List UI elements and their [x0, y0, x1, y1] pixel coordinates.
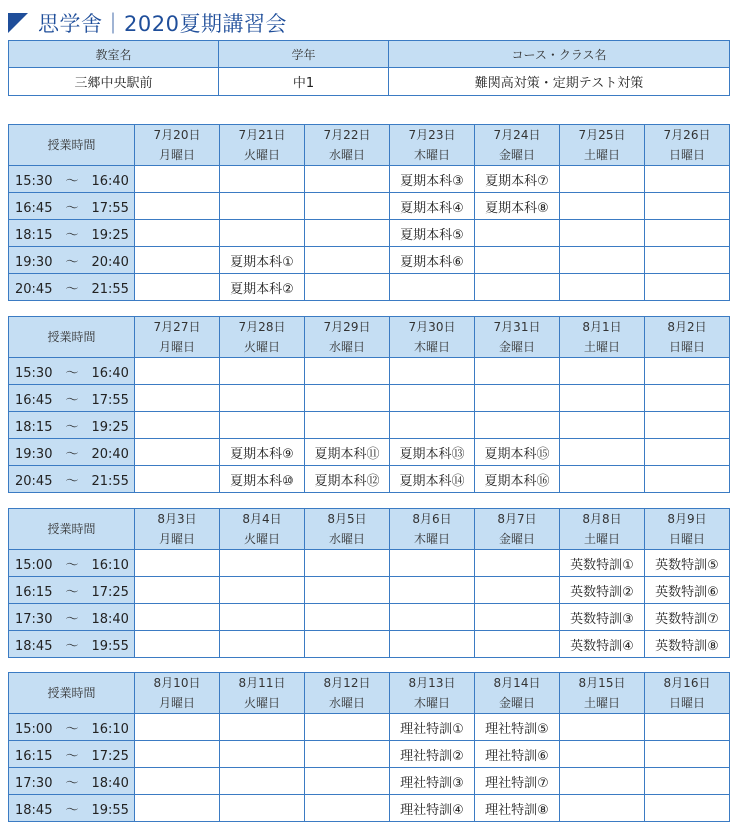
lesson-cell — [645, 220, 730, 247]
day-header — [135, 673, 220, 714]
course-header: コース・クラス名 — [389, 41, 730, 68]
lesson-cell — [560, 439, 645, 466]
time-slot-label: 19:30 ～ 20:40 — [9, 247, 135, 274]
time-slot-row — [9, 274, 730, 301]
time-slot-label: 17:30 ～ 18:40 — [9, 604, 135, 631]
time-column-header: 授業時間 — [9, 509, 135, 550]
lesson-cell — [305, 714, 390, 741]
day-date: 8月15日 — [578, 676, 626, 690]
lesson-cell — [645, 358, 730, 385]
lesson-cell — [220, 220, 305, 247]
lesson-cell: 英数特訓② — [560, 577, 645, 604]
schedule-week-4 — [8, 672, 730, 822]
time-slot-row — [9, 412, 730, 439]
day-header — [305, 673, 390, 714]
day-date: 7月24日 — [493, 128, 541, 142]
day-header — [475, 317, 560, 358]
lesson-cell — [220, 714, 305, 741]
lesson-cell: 夏期本科① — [220, 247, 305, 274]
lesson-cell — [220, 385, 305, 412]
lesson-cell — [390, 274, 475, 301]
lesson-cell: 夏期本科⑮ — [475, 439, 560, 466]
day-date: 7月25日 — [578, 128, 626, 142]
lesson-cell — [390, 631, 475, 658]
day-date: 7月22日 — [323, 128, 371, 142]
day-date: 7月29日 — [323, 320, 371, 334]
lesson-cell — [475, 220, 560, 247]
lesson-cell — [135, 741, 220, 768]
lesson-cell — [135, 631, 220, 658]
lesson-cell — [135, 220, 220, 247]
day-weekday: 月曜日 — [158, 340, 195, 354]
day-date: 7月20日 — [153, 128, 201, 142]
lesson-cell — [560, 166, 645, 193]
grade-header: 学年 — [219, 41, 389, 68]
lesson-cell — [645, 439, 730, 466]
day-header — [645, 317, 730, 358]
lesson-cell — [220, 412, 305, 439]
time-slot-label: 18:45 ～ 19:55 — [9, 795, 135, 822]
day-weekday: 金曜日 — [498, 532, 535, 546]
day-weekday: 木曜日 — [413, 696, 450, 710]
day-weekday: 火曜日 — [243, 340, 280, 354]
lesson-cell — [220, 166, 305, 193]
day-weekday: 火曜日 — [243, 696, 280, 710]
lesson-cell — [135, 577, 220, 604]
lesson-cell — [560, 741, 645, 768]
time-slot-row — [9, 439, 730, 466]
time-slot-row — [9, 358, 730, 385]
time-column-header: 授業時間 — [9, 317, 135, 358]
lesson-cell — [220, 604, 305, 631]
lesson-cell: 理社特訓③ — [390, 768, 475, 795]
day-weekday: 火曜日 — [243, 148, 280, 162]
lesson-cell — [560, 768, 645, 795]
day-header — [220, 317, 305, 358]
lesson-cell — [390, 385, 475, 412]
day-date: 7月30日 — [408, 320, 456, 334]
time-column-header: 授業時間 — [9, 673, 135, 714]
lesson-cell: 英数特訓① — [560, 550, 645, 577]
lesson-cell: 理社特訓② — [390, 741, 475, 768]
day-header — [220, 125, 305, 166]
lesson-cell — [390, 412, 475, 439]
day-header — [135, 509, 220, 550]
day-header — [390, 509, 475, 550]
lesson-cell — [645, 247, 730, 274]
lesson-cell — [305, 358, 390, 385]
day-date: 8月16日 — [663, 676, 711, 690]
page-title: 思学舎｜2020夏期講習会 — [38, 12, 287, 36]
lesson-cell — [305, 412, 390, 439]
time-slot-row — [9, 795, 730, 822]
lesson-cell: 理社特訓⑥ — [475, 741, 560, 768]
time-slot-label: 16:45 ～ 17:55 — [9, 385, 135, 412]
lesson-cell — [645, 768, 730, 795]
day-header — [390, 125, 475, 166]
lesson-cell — [135, 795, 220, 822]
lesson-cell — [475, 358, 560, 385]
day-weekday: 月曜日 — [158, 696, 195, 710]
lesson-cell: 英数特訓⑧ — [645, 631, 730, 658]
day-header — [560, 509, 645, 550]
day-date: 7月21日 — [238, 128, 286, 142]
day-header — [220, 673, 305, 714]
day-header — [645, 673, 730, 714]
lesson-cell — [305, 631, 390, 658]
lesson-cell: 英数特訓③ — [560, 604, 645, 631]
lesson-cell — [305, 604, 390, 631]
lesson-cell: 夏期本科⑨ — [220, 439, 305, 466]
lesson-cell: 理社特訓④ — [390, 795, 475, 822]
day-weekday: 日曜日 — [668, 148, 705, 162]
lesson-cell — [220, 741, 305, 768]
time-slot-label: 15:00 ～ 16:10 — [9, 714, 135, 741]
lesson-cell — [135, 412, 220, 439]
lesson-cell — [135, 274, 220, 301]
day-header — [220, 509, 305, 550]
lesson-cell — [135, 714, 220, 741]
lesson-cell — [305, 741, 390, 768]
lesson-cell — [305, 166, 390, 193]
day-date: 8月6日 — [412, 512, 452, 526]
time-slot-row — [9, 631, 730, 658]
time-slot-row — [9, 741, 730, 768]
lesson-cell — [135, 247, 220, 274]
classroom-value: 三郷中央駅前 — [9, 68, 219, 96]
lesson-cell: 理社特訓⑦ — [475, 768, 560, 795]
lesson-cell — [645, 274, 730, 301]
schedule-week-1 — [8, 124, 730, 301]
time-slot-label: 18:15 ～ 19:25 — [9, 220, 135, 247]
lesson-cell — [135, 439, 220, 466]
lesson-cell — [390, 358, 475, 385]
time-slot-row — [9, 166, 730, 193]
day-header — [135, 317, 220, 358]
day-weekday: 木曜日 — [413, 340, 450, 354]
lesson-cell — [560, 220, 645, 247]
day-weekday: 木曜日 — [413, 532, 450, 546]
lesson-cell: 理社特訓⑤ — [475, 714, 560, 741]
day-header — [560, 317, 645, 358]
lesson-cell: 夏期本科⑯ — [475, 466, 560, 493]
time-slot-row — [9, 768, 730, 795]
day-date: 8月5日 — [327, 512, 367, 526]
day-weekday: 日曜日 — [668, 532, 705, 546]
day-weekday: 金曜日 — [498, 340, 535, 354]
day-date: 8月11日 — [238, 676, 286, 690]
lesson-cell — [560, 274, 645, 301]
time-slot-row — [9, 385, 730, 412]
lesson-cell: 理社特訓① — [390, 714, 475, 741]
lesson-cell — [645, 166, 730, 193]
lesson-cell — [645, 795, 730, 822]
day-weekday: 水曜日 — [328, 532, 365, 546]
lesson-cell — [560, 247, 645, 274]
lesson-cell — [560, 358, 645, 385]
day-header — [645, 125, 730, 166]
lesson-cell — [475, 577, 560, 604]
lesson-cell: 理社特訓⑧ — [475, 795, 560, 822]
day-weekday: 月曜日 — [158, 148, 195, 162]
lesson-cell — [305, 193, 390, 220]
lesson-cell — [560, 714, 645, 741]
day-weekday: 日曜日 — [668, 340, 705, 354]
time-slot-label: 18:15 ～ 19:25 — [9, 412, 135, 439]
day-date: 8月3日 — [157, 512, 197, 526]
lesson-cell — [135, 466, 220, 493]
lesson-cell — [135, 385, 220, 412]
lesson-cell: 夏期本科③ — [390, 166, 475, 193]
day-weekday: 水曜日 — [328, 696, 365, 710]
day-header — [390, 673, 475, 714]
day-weekday: 月曜日 — [158, 532, 195, 546]
lesson-cell — [220, 550, 305, 577]
day-header — [475, 125, 560, 166]
lesson-cell — [305, 550, 390, 577]
lesson-cell — [305, 577, 390, 604]
lesson-cell — [475, 247, 560, 274]
lesson-cell — [475, 412, 560, 439]
lesson-cell: 英数特訓④ — [560, 631, 645, 658]
time-slot-label: 20:45 ～ 21:55 — [9, 274, 135, 301]
day-date: 8月12日 — [323, 676, 371, 690]
time-slot-label: 15:30 ～ 16:40 — [9, 166, 135, 193]
time-slot-label: 16:15 ～ 17:25 — [9, 741, 135, 768]
day-header — [475, 673, 560, 714]
lesson-cell — [135, 550, 220, 577]
lesson-cell: 夏期本科④ — [390, 193, 475, 220]
lesson-cell: 夏期本科⑦ — [475, 166, 560, 193]
time-slot-row — [9, 577, 730, 604]
lesson-cell — [135, 604, 220, 631]
day-date: 7月27日 — [153, 320, 201, 334]
lesson-cell — [645, 714, 730, 741]
day-header — [645, 509, 730, 550]
lesson-cell — [475, 604, 560, 631]
lesson-cell — [475, 385, 560, 412]
lesson-cell — [560, 385, 645, 412]
lesson-cell — [135, 358, 220, 385]
lesson-cell — [475, 274, 560, 301]
lesson-cell — [305, 385, 390, 412]
day-weekday: 土曜日 — [583, 148, 620, 162]
class-info-table — [8, 40, 730, 96]
day-header — [560, 125, 645, 166]
lesson-cell — [645, 193, 730, 220]
lesson-cell — [390, 577, 475, 604]
day-weekday: 水曜日 — [328, 340, 365, 354]
time-slot-row — [9, 247, 730, 274]
day-header — [560, 673, 645, 714]
day-weekday: 木曜日 — [413, 148, 450, 162]
day-date: 7月26日 — [663, 128, 711, 142]
schedule-week-3 — [8, 508, 730, 658]
day-weekday: 日曜日 — [668, 696, 705, 710]
time-slot-row — [9, 193, 730, 220]
time-slot-label: 18:45 ～ 19:55 — [9, 631, 135, 658]
time-slot-label: 16:45 ～ 17:55 — [9, 193, 135, 220]
time-slot-row — [9, 714, 730, 741]
day-header — [305, 317, 390, 358]
lesson-cell — [560, 466, 645, 493]
lesson-cell — [220, 795, 305, 822]
time-slot-row — [9, 604, 730, 631]
lesson-cell — [135, 193, 220, 220]
day-date: 7月23日 — [408, 128, 456, 142]
lesson-cell — [220, 768, 305, 795]
day-date: 8月10日 — [153, 676, 201, 690]
lesson-cell — [645, 385, 730, 412]
lesson-cell — [305, 220, 390, 247]
lesson-cell — [220, 631, 305, 658]
lesson-cell: 英数特訓⑤ — [645, 550, 730, 577]
time-slot-row — [9, 550, 730, 577]
time-slot-label: 16:15 ～ 17:25 — [9, 577, 135, 604]
time-slot-row — [9, 220, 730, 247]
day-header — [390, 317, 475, 358]
time-slot-label: 17:30 ～ 18:40 — [9, 768, 135, 795]
day-date: 7月28日 — [238, 320, 286, 334]
lesson-cell: 英数特訓⑦ — [645, 604, 730, 631]
day-header — [305, 125, 390, 166]
time-slot-label: 15:00 ～ 16:10 — [9, 550, 135, 577]
lesson-cell — [135, 166, 220, 193]
lesson-cell — [305, 247, 390, 274]
time-slot-row — [9, 466, 730, 493]
lesson-cell: 英数特訓⑥ — [645, 577, 730, 604]
day-weekday: 金曜日 — [498, 696, 535, 710]
day-date: 8月14日 — [493, 676, 541, 690]
page-header — [8, 9, 287, 37]
day-weekday: 金曜日 — [498, 148, 535, 162]
day-date: 8月1日 — [582, 320, 622, 334]
day-weekday: 土曜日 — [583, 696, 620, 710]
time-column-header: 授業時間 — [9, 125, 135, 166]
corner-triangle-icon — [8, 13, 28, 33]
time-slot-label: 15:30 ～ 16:40 — [9, 358, 135, 385]
day-header — [135, 125, 220, 166]
lesson-cell: 夏期本科⑥ — [390, 247, 475, 274]
time-slot-label: 19:30 ～ 20:40 — [9, 439, 135, 466]
lesson-cell: 夏期本科⑧ — [475, 193, 560, 220]
lesson-cell — [135, 768, 220, 795]
lesson-cell: 夏期本科② — [220, 274, 305, 301]
lesson-cell: 夏期本科⑩ — [220, 466, 305, 493]
day-header — [475, 509, 560, 550]
day-header — [305, 509, 390, 550]
day-weekday: 水曜日 — [328, 148, 365, 162]
lesson-cell — [645, 466, 730, 493]
day-weekday: 火曜日 — [243, 532, 280, 546]
day-date: 8月8日 — [582, 512, 622, 526]
day-date: 8月7日 — [497, 512, 537, 526]
lesson-cell — [305, 768, 390, 795]
lesson-cell: 夏期本科⑪ — [305, 439, 390, 466]
day-date: 8月13日 — [408, 676, 456, 690]
lesson-cell — [475, 631, 560, 658]
schedule-week-2 — [8, 316, 730, 493]
lesson-cell — [220, 193, 305, 220]
classroom-header: 教室名 — [9, 41, 219, 68]
lesson-cell — [645, 412, 730, 439]
lesson-cell — [305, 274, 390, 301]
day-date: 7月31日 — [493, 320, 541, 334]
lesson-cell: 夏期本科⑤ — [390, 220, 475, 247]
lesson-cell — [220, 577, 305, 604]
course-value: 難関高対策・定期テスト対策 — [389, 68, 730, 96]
day-weekday: 土曜日 — [583, 340, 620, 354]
lesson-cell — [390, 550, 475, 577]
lesson-cell — [560, 795, 645, 822]
lesson-cell — [560, 193, 645, 220]
lesson-cell: 夏期本科⑭ — [390, 466, 475, 493]
lesson-cell — [645, 741, 730, 768]
lesson-cell — [305, 795, 390, 822]
lesson-cell — [390, 604, 475, 631]
lesson-cell: 夏期本科⑫ — [305, 466, 390, 493]
grade-value: 中1 — [219, 68, 389, 96]
day-date: 8月4日 — [242, 512, 282, 526]
lesson-cell: 夏期本科⑬ — [390, 439, 475, 466]
lesson-cell — [560, 412, 645, 439]
lesson-cell — [475, 550, 560, 577]
day-date: 8月2日 — [667, 320, 707, 334]
time-slot-label: 20:45 ～ 21:55 — [9, 466, 135, 493]
day-date: 8月9日 — [667, 512, 707, 526]
day-weekday: 土曜日 — [583, 532, 620, 546]
lesson-cell — [220, 358, 305, 385]
